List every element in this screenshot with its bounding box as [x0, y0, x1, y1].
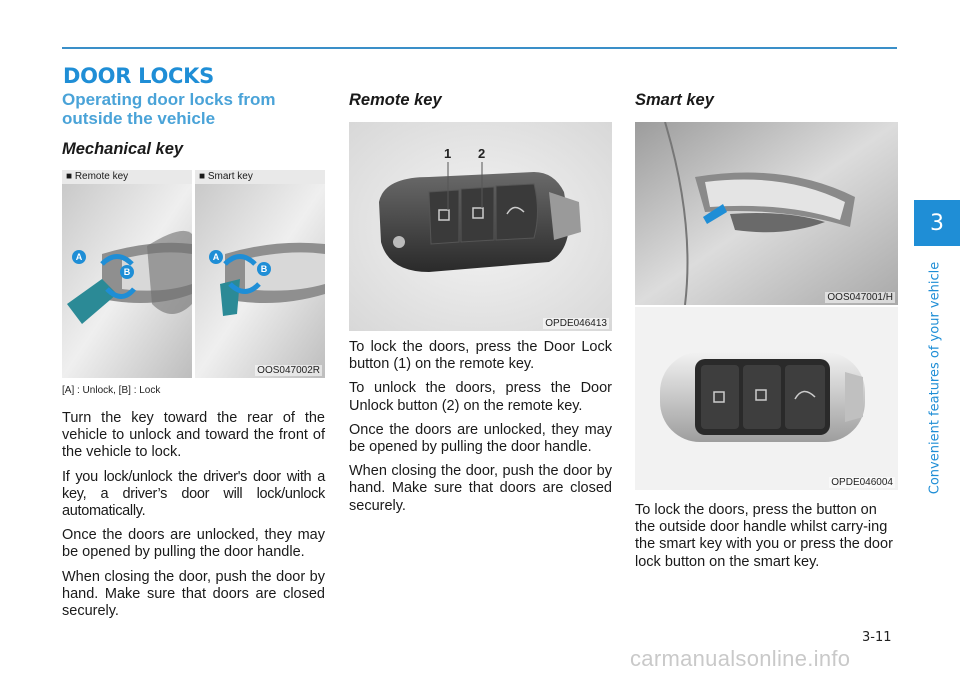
- door-handle-illustration: [635, 122, 898, 305]
- column-1: [62, 90, 325, 627]
- page-number: 3-11: [862, 630, 892, 645]
- col3-body: [635, 502, 898, 571]
- marker-b-left: B: [120, 265, 134, 279]
- col2-body: [349, 339, 612, 515]
- button-1-label: 1: [444, 146, 452, 161]
- smart-key-panel: [195, 170, 325, 378]
- paragraph: Turn the key toward the rear of the vehicle to unlock and toward the front of the vehicle to lock.: [62, 410, 325, 461]
- paragraph: Once the doors are unlocked, they may be opened by pulling the door handle.: [349, 421, 612, 456]
- paragraph: If you lock/unlock the driver's door with a key, a driver’s door will lock/unlock automatically.: [62, 468, 325, 520]
- paragraph: To lock the doors, press the button on the outside door handle whilst carry-ing the smart key with you or press the door lock button on the smart key.: [635, 502, 893, 570]
- door-handle-figure: [635, 122, 898, 305]
- col1-body: [62, 410, 325, 620]
- top-rule: [62, 47, 897, 49]
- subheading-smart-key: Smart key: [635, 91, 714, 109]
- paragraph: Once the doors are unlocked, they may be opened by pulling the door handle.: [62, 527, 325, 561]
- paragraph: To unlock the doors, press the Door Unlock button (2) on the remote key.: [349, 380, 612, 414]
- chapter-tab: 3: [914, 200, 960, 246]
- remote-key-figure: [349, 122, 612, 331]
- remote-key-label: ■ Remote key: [62, 170, 192, 184]
- smart-key-label: ■ Smart key: [195, 170, 325, 184]
- subheading-remote-key: Remote key: [349, 91, 442, 109]
- subheading-mechanical-key: Mechanical key: [62, 140, 184, 158]
- marker-a-left: A: [72, 250, 86, 264]
- column-2: [349, 90, 612, 522]
- section-title: DOOR LOCKS: [63, 64, 214, 88]
- button-2-label: 2: [478, 146, 486, 161]
- smart-key-door-illustration: [195, 184, 325, 378]
- marker-a-right: A: [209, 250, 223, 264]
- marker-b-right: B: [257, 262, 271, 276]
- remote-key-panel: [62, 170, 192, 378]
- figure-code: OPDE046004: [831, 477, 893, 488]
- figure-code: OOS047001/H: [827, 292, 893, 303]
- chapter-title-vertical: [925, 255, 945, 500]
- mechanical-key-figure: [62, 170, 325, 378]
- remote-key-door-illustration: [62, 184, 192, 378]
- chapter-title: Convenient features of your vehicle: [927, 261, 943, 494]
- column-3: [635, 90, 898, 578]
- paragraph: When closing the door, push the door by hand. Make sure that doors are closed securely.: [349, 463, 612, 514]
- watermark: carmanualsonline.info: [630, 646, 851, 671]
- paragraph: To lock the doors, press the Door Lock button (1) on the remote key.: [349, 339, 612, 373]
- smart-key-figure: [635, 307, 898, 490]
- paragraph: When closing the door, push the door by hand. Make sure that doors are closed securely.: [62, 568, 325, 620]
- heading-operating-door-locks: Operating door locks from outside the vehicle: [62, 90, 276, 128]
- smart-key-fob-illustration: [635, 307, 898, 490]
- figure-caption: [A] : Unlock, [B] : Lock: [62, 385, 161, 396]
- figure-code: OOS047002R: [257, 365, 320, 376]
- figure-code: OPDE046413: [545, 318, 607, 329]
